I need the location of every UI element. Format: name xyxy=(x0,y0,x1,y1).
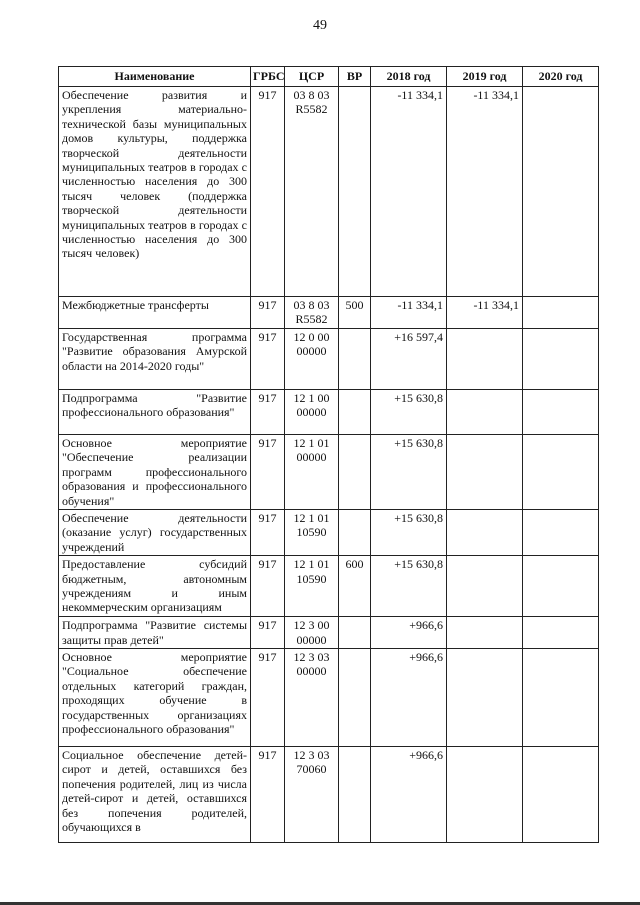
header-csr: ЦСР xyxy=(285,67,339,87)
row-name: Основное мероприятие "Обеспечение реализации программ профессионального образования и профессионального обучения" xyxy=(59,435,251,510)
row-2019: -11 334,1 xyxy=(447,297,523,329)
row-grbs: 917 xyxy=(251,297,285,329)
row-csr: 12 3 03 00000 xyxy=(285,649,339,747)
header-2020: 2020 год xyxy=(523,67,599,87)
row-vr: 500 xyxy=(339,297,371,329)
row-2020 xyxy=(523,329,599,390)
table-row xyxy=(59,556,599,617)
row-2018: +15 630,8 xyxy=(371,556,447,617)
header-vr: ВР xyxy=(339,67,371,87)
row-vr xyxy=(339,510,371,556)
row-name: Предоставление субсидий бюджетным, автономным учреждениям и иным некоммерческим организациям xyxy=(59,556,251,617)
row-vr xyxy=(339,435,371,510)
header-2018: 2018 год xyxy=(371,67,447,87)
row-vr xyxy=(339,747,371,843)
row-2018: +15 630,8 xyxy=(371,510,447,556)
row-2018: +966,6 xyxy=(371,747,447,843)
row-2018: +15 630,8 xyxy=(371,390,447,435)
row-name: Подпрограмма "Развитие профессионального образования" xyxy=(59,390,251,435)
row-2020 xyxy=(523,510,599,556)
row-2020 xyxy=(523,747,599,843)
table-row xyxy=(59,87,599,297)
row-csr: 12 0 00 00000 xyxy=(285,329,339,390)
row-csr: 12 1 01 10590 xyxy=(285,556,339,617)
header-grbs: ГРБС xyxy=(251,67,285,87)
row-grbs: 917 xyxy=(251,87,285,297)
table-header-row xyxy=(59,67,599,87)
row-csr: 03 8 03 R5582 xyxy=(285,297,339,329)
row-grbs: 917 xyxy=(251,329,285,390)
table-row xyxy=(59,297,599,329)
row-name: Обеспечение развития и укрепления материально-технической базы муниципальных домов культуры, поддержка творческой деятельности муниципальных театров в городах с численностью населения до 300 тысяч человек (поддержка творческой деятельности муниципальных театров в городах с численностью населения до 300 тысяч человек) xyxy=(59,87,251,297)
row-2019 xyxy=(447,556,523,617)
table-row xyxy=(59,329,599,390)
row-grbs: 917 xyxy=(251,435,285,510)
table-row xyxy=(59,435,599,510)
row-csr: 12 1 01 00000 xyxy=(285,435,339,510)
row-2019 xyxy=(447,390,523,435)
row-vr xyxy=(339,649,371,747)
row-2018: +16 597,4 xyxy=(371,329,447,390)
row-2020 xyxy=(523,435,599,510)
row-name: Обеспечение деятельности (оказание услуг) государственных учреждений xyxy=(59,510,251,556)
table-row xyxy=(59,390,599,435)
row-2019 xyxy=(447,329,523,390)
row-name: Подпрограмма "Развитие системы защиты прав детей" xyxy=(59,617,251,649)
row-vr: 600 xyxy=(339,556,371,617)
row-2018: +966,6 xyxy=(371,649,447,747)
row-2020 xyxy=(523,617,599,649)
table-row xyxy=(59,747,599,843)
row-grbs: 917 xyxy=(251,390,285,435)
row-2020 xyxy=(523,649,599,747)
table-body xyxy=(59,87,599,843)
table-row xyxy=(59,617,599,649)
row-2019 xyxy=(447,617,523,649)
row-vr xyxy=(339,87,371,297)
table-row xyxy=(59,510,599,556)
row-csr: 03 8 03 R5582 xyxy=(285,87,339,297)
row-vr xyxy=(339,617,371,649)
row-2020 xyxy=(523,556,599,617)
row-csr: 12 3 03 70060 xyxy=(285,747,339,843)
row-csr: 12 1 00 00000 xyxy=(285,390,339,435)
header-2019: 2019 год xyxy=(447,67,523,87)
row-2019 xyxy=(447,649,523,747)
row-2018: +966,6 xyxy=(371,617,447,649)
row-2019 xyxy=(447,435,523,510)
row-name: Основное мероприятие "Социальное обеспечение отдельных категорий граждан, проходящих обучение в государственных организациях профессионального образования" xyxy=(59,649,251,747)
row-name: Межбюджетные трансферты xyxy=(59,297,251,329)
row-grbs: 917 xyxy=(251,649,285,747)
budget-table xyxy=(58,66,599,843)
row-name: Государственная программа "Развитие образования Амурской области на 2014-2020 годы" xyxy=(59,329,251,390)
row-grbs: 917 xyxy=(251,747,285,843)
row-2019 xyxy=(447,747,523,843)
row-grbs: 917 xyxy=(251,617,285,649)
row-name: Социальное обеспечение детей-сирот и детей, оставшихся без попечения родителей, лиц из числа детей-сирот и детей, оставшихся без попечения родителей, обучающихся в xyxy=(59,747,251,843)
row-2020 xyxy=(523,297,599,329)
header-name: Наименование xyxy=(59,67,251,87)
row-2018: -11 334,1 xyxy=(371,87,447,297)
row-grbs: 917 xyxy=(251,510,285,556)
row-2019: -11 334,1 xyxy=(447,87,523,297)
row-csr: 12 1 01 10590 xyxy=(285,510,339,556)
row-grbs: 917 xyxy=(251,556,285,617)
page-number: 49 xyxy=(313,18,327,33)
row-2020 xyxy=(523,87,599,297)
row-2018: +15 630,8 xyxy=(371,435,447,510)
row-vr xyxy=(339,329,371,390)
row-2020 xyxy=(523,390,599,435)
row-csr: 12 3 00 00000 xyxy=(285,617,339,649)
row-vr xyxy=(339,390,371,435)
row-2018: -11 334,1 xyxy=(371,297,447,329)
table-row xyxy=(59,649,599,747)
row-2019 xyxy=(447,510,523,556)
